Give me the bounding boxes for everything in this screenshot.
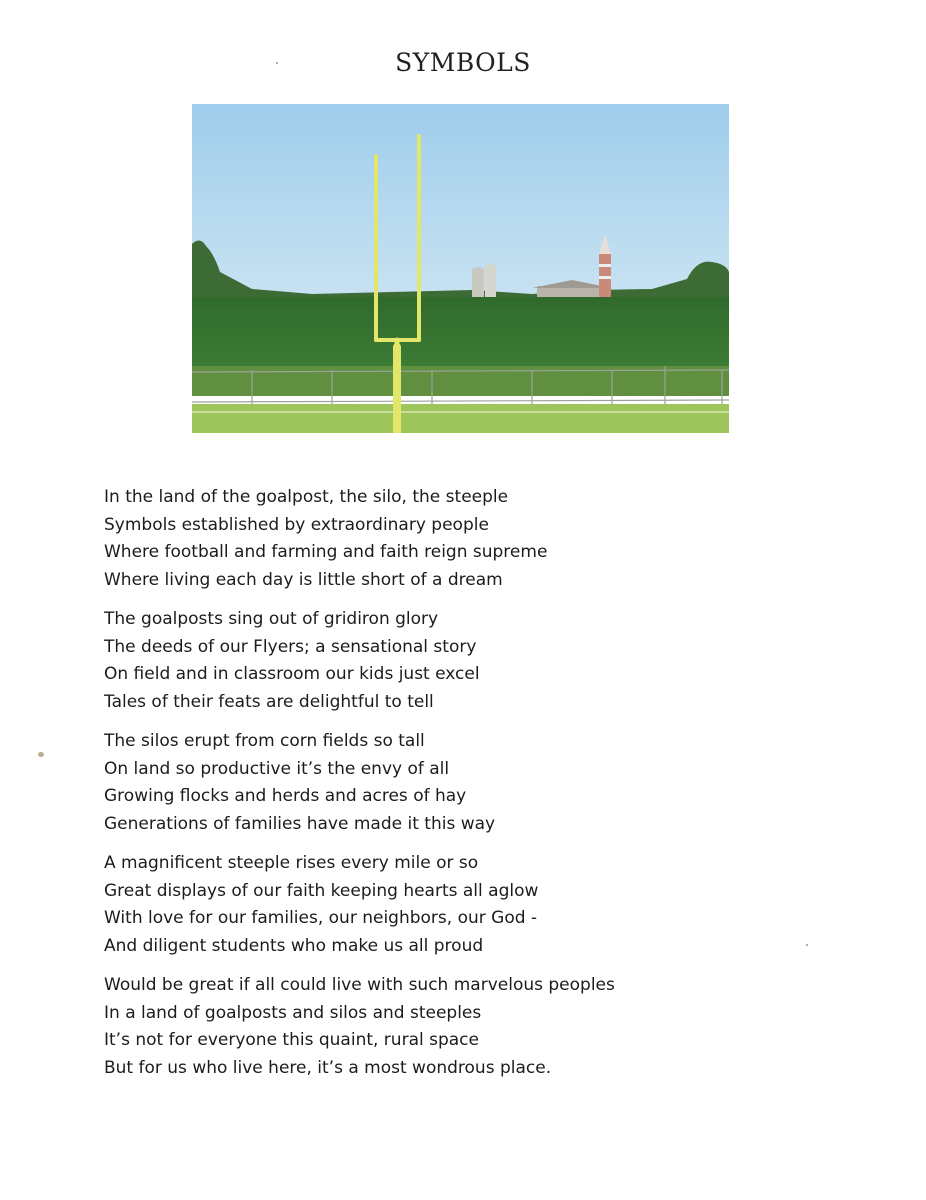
goalpost-photo <box>192 104 729 433</box>
poem-line: With love for our families, our neighbors, our God - <box>104 908 538 928</box>
poem-line: And diligent students who make us all proud <box>104 935 484 956</box>
scan-speck <box>276 62 278 64</box>
sky <box>192 104 729 304</box>
poem-line: Growing flocks and herds and acres of hay <box>104 786 467 806</box>
poem-line: Where living each day is little short of a dream <box>104 569 503 590</box>
poem <box>104 484 804 1094</box>
page-title: SYMBOLS <box>395 48 531 77</box>
poem-line: Would be great if all could live with such marvelous peoples <box>104 975 615 995</box>
grass <box>192 404 729 433</box>
stanza <box>104 850 804 960</box>
stanza <box>104 484 804 594</box>
corn-field <box>192 297 729 377</box>
poem-line: The deeds of our Flyers; a sensational story <box>104 636 477 657</box>
poem-line: On field and in classroom our kids just excel <box>104 664 480 684</box>
poem-line: A magnificent steeple rises every mile or so <box>104 853 479 873</box>
poem-line: It’s not for everyone this quaint, rural space <box>104 1030 479 1050</box>
scan-speck <box>806 944 808 946</box>
poem-line: On land so productive it’s the envy of all <box>104 758 450 779</box>
poem-line: Symbols established by extraordinary people <box>104 514 489 535</box>
stanza <box>104 606 804 716</box>
poem-line: Great displays of our faith keeping hearts all aglow <box>104 880 539 901</box>
poem-line: In a land of goalposts and silos and steeples <box>104 1002 482 1023</box>
poem-line: Tales of their feats are delightful to tell <box>104 691 434 712</box>
stanza <box>104 728 804 838</box>
poem-line: But for us who live here, it’s a most wondrous place. <box>104 1057 552 1078</box>
poem-line: Generations of families have made it this way <box>104 813 496 834</box>
poem-line: The silos erupt from corn fields so tall <box>104 731 425 751</box>
poem-line: In the land of the goalpost, the silo, the steeple <box>104 487 509 507</box>
poem-line: The goalposts sing out of gridiron glory <box>104 609 439 629</box>
poem-line: Where football and farming and faith reign supreme <box>104 542 548 562</box>
stanza <box>104 972 804 1082</box>
scan-speck <box>38 752 44 757</box>
